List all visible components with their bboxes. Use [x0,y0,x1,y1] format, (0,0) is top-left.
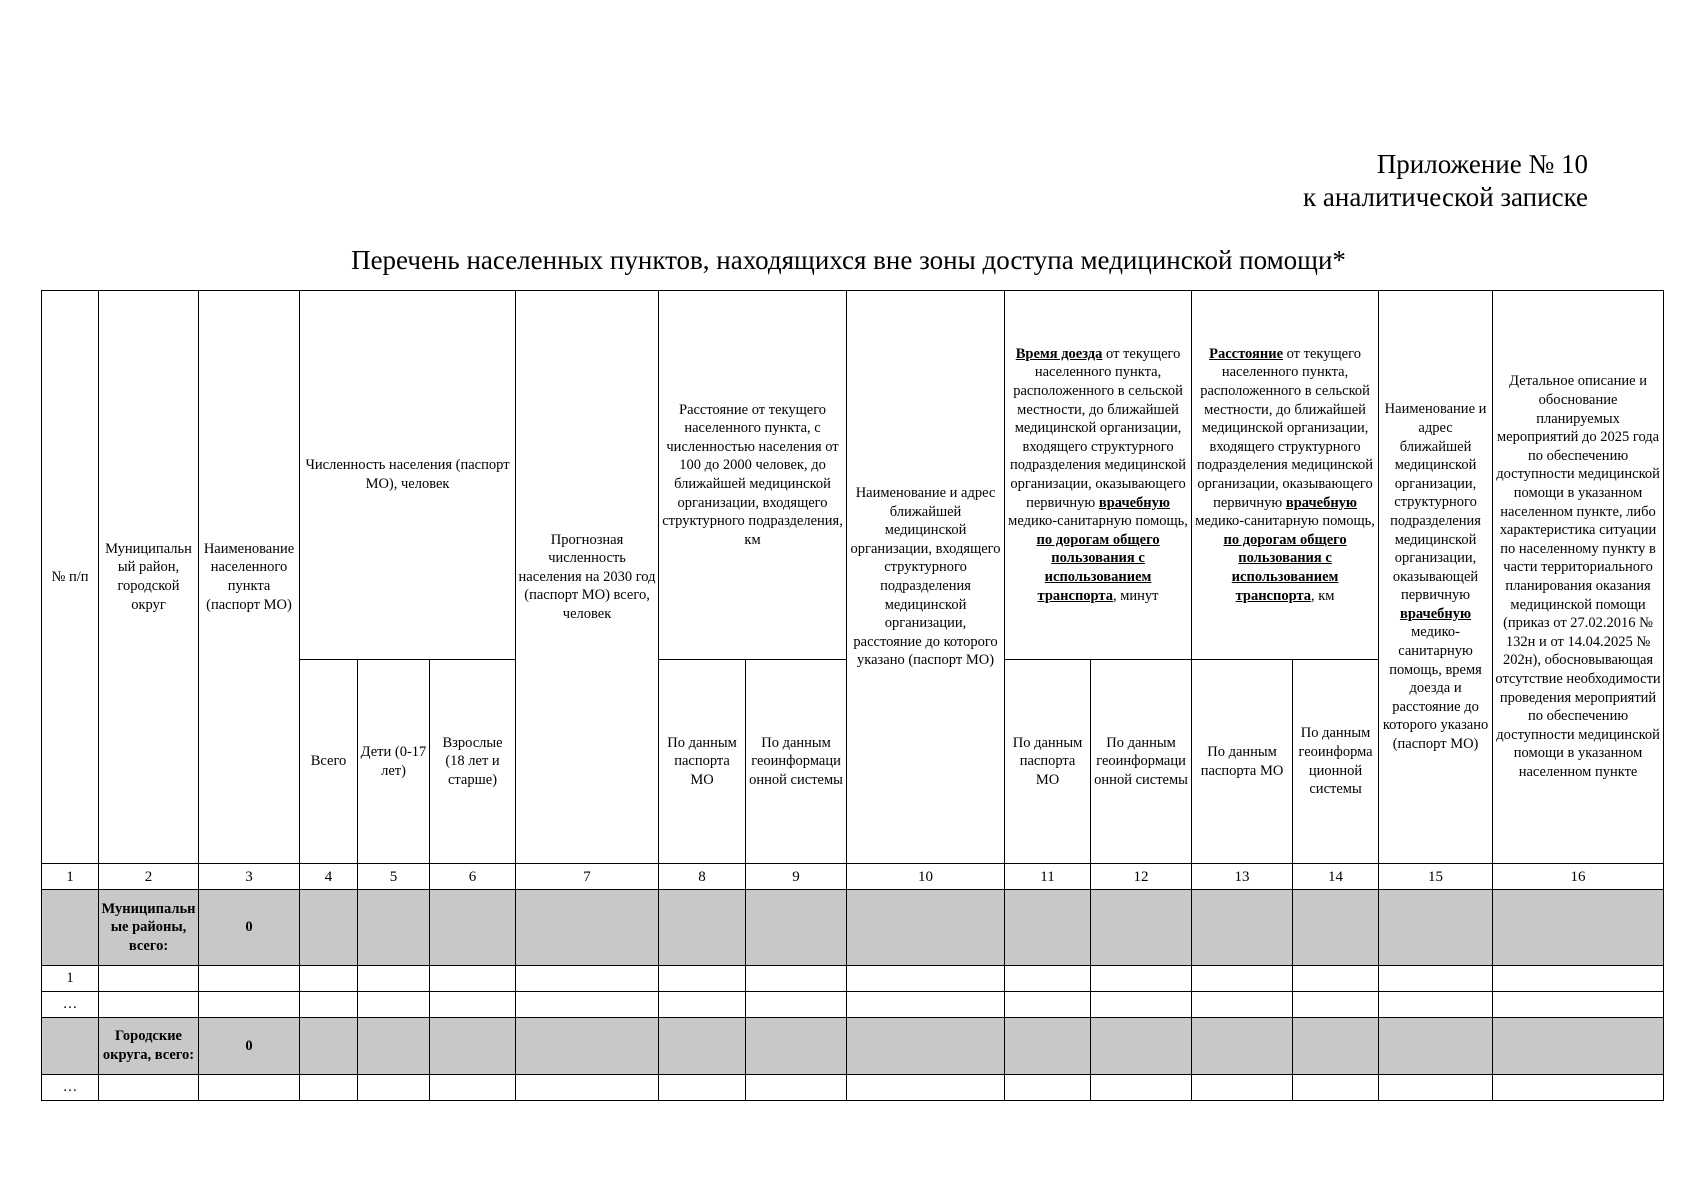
column-number: 5 [358,864,430,890]
header-road-distance-gis: По данным геоинформационной системы [1293,660,1379,864]
table-cell [1091,890,1192,966]
table-cell [430,992,516,1018]
table-cell [1005,992,1091,1018]
table-cell [1192,1075,1293,1101]
table-cell [659,1018,746,1075]
header-distance-passport: По данным паспорта МО [659,660,746,864]
municipal-districts-total-row [42,890,1664,966]
header-number: № п/п [42,291,99,864]
row-number: 1 [42,966,99,992]
table-cell [1379,1018,1493,1075]
header-population-adults: Взрослые (18 лет и старше) [430,660,516,864]
document-title: Перечень населенных пунктов, находящихся вне зоны доступа медицинской помощи* [351,245,1346,275]
column-number: 14 [1293,864,1379,890]
urban-districts-total-row [42,1018,1664,1075]
table-cell [1005,1018,1091,1075]
header-travel-time-gis: По данным геоинформационной системы [1091,660,1192,864]
table-cell [358,966,430,992]
table-cell [1192,1018,1293,1075]
table-row [42,992,1664,1018]
table-cell [1493,966,1664,992]
header-district: Муниципальный район, городской округ [99,291,199,864]
table-cell [430,1018,516,1075]
urban-districts-total: 0 [199,1018,300,1075]
header-nearest-organization: Наименование и адрес ближайшей медицинской организации, входящего структурного подразделения медицинской организации, расстояние до которого указано (паспорт МО) [847,291,1005,864]
table-cell [1005,1075,1091,1101]
table-cell [358,992,430,1018]
column-number: 1 [42,864,99,890]
table-cell [1005,890,1091,966]
municipal-districts-total: 0 [199,890,300,966]
header-population-group: Численность населения (паспорт МО), человек [300,291,516,660]
table-cell [746,966,847,992]
header-travel-time-group: Время доезда от текущего населенного пункта, расположенного в сельской местности, до ближайшей медицинской организации, входящего структурного подразделения медицинской организации, оказывающего первичную врачебную медико-санитарную помощь, по дорогам общего пользования с использованием транспорта, минут [1005,291,1192,660]
table-cell [300,1018,358,1075]
table-cell [1379,1075,1493,1101]
table-cell [847,890,1005,966]
appendix-subtitle: к аналитической записке [1303,182,1588,212]
table-cell [199,992,300,1018]
table-cell [358,890,430,966]
table-cell [1293,966,1379,992]
table-cell [1005,966,1091,992]
table-cell [300,890,358,966]
column-number: 3 [199,864,300,890]
table-cell [659,890,746,966]
table-cell [746,992,847,1018]
table-cell [847,1075,1005,1101]
column-number: 7 [516,864,659,890]
column-number: 13 [1192,864,1293,890]
header-population-children: Дети (0-17 лет) [358,660,430,864]
table-cell [659,966,746,992]
table-cell [1293,1018,1379,1075]
table-cell [516,890,659,966]
table-cell [659,992,746,1018]
table-cell [746,890,847,966]
municipal-districts-label: Муниципальные районы, всего: [99,890,199,966]
table-cell [1293,890,1379,966]
table-cell [1379,992,1493,1018]
table-cell [1091,1075,1192,1101]
table-cell [1493,1018,1664,1075]
table-cell [358,1075,430,1101]
table-cell [42,1018,99,1075]
column-number: 16 [1493,864,1664,890]
table-cell [1493,992,1664,1018]
table-cell [300,966,358,992]
table-cell [1379,966,1493,992]
header-measures-description: Детальное описание и обоснование планируемых мероприятий до 2025 года по обеспечению доступности медицинской помощи в указанном населенном пункте, либо характеристика ситуации по населенному пункту в части территориального планирования оказания медицинской помощи (приказ от 27.02.2016 № 132н и от 14.04.2025 № 202н), обосновывающая отсутствие необходимости проведения мероприятий по обеспечению доступности медицинской помощи в указанном населенном пункте [1493,291,1664,864]
appendix-number: Приложение № 10 [1376,149,1588,179]
table-cell [516,992,659,1018]
column-number: 6 [430,864,516,890]
table-cell [99,966,199,992]
table-cell [1091,966,1192,992]
table-cell [99,992,199,1018]
table-row [42,966,1664,992]
table-cell [358,1018,430,1075]
table-cell [1091,1018,1192,1075]
table-cell [659,1075,746,1101]
table-cell [516,1075,659,1101]
table-row [42,1075,1664,1101]
table-cell [1493,1075,1664,1101]
header-road-distance-passport: По данным паспорта МО [1192,660,1293,864]
header-population-total: Всего [300,660,358,864]
column-number: 9 [746,864,847,890]
table-cell [746,1018,847,1075]
header-primary-care-organization: Наименование и адрес ближайшей медицинской организации, структурного подразделения медицинской организации, оказывающей первичную врачебную медико-санитарную помощь, время доезда и расстояние до которого указано (паспорт МО) [1379,291,1493,864]
table-cell [42,890,99,966]
table-cell [516,966,659,992]
table-cell [300,992,358,1018]
row-number: … [42,992,99,1018]
column-number: 15 [1379,864,1493,890]
table-cell [199,966,300,992]
column-number: 2 [99,864,199,890]
row-number: … [42,1075,99,1101]
header-row [42,291,1664,660]
column-number: 8 [659,864,746,890]
header-travel-time-passport: По данным паспорта МО [1005,660,1091,864]
table-cell [199,1075,300,1101]
header-forecast-2030: Прогнозная численность населения на 2030 год (паспорт МО) всего, человек [516,291,659,864]
table-cell [1091,992,1192,1018]
table-cell [847,992,1005,1018]
table-cell [300,1075,358,1101]
header-road-distance-group: Расстояние от текущего населенного пункта, расположенного в сельской местности, до ближайшей медицинской организации, входящего структурного подразделения медицинской организации, оказывающего первичную врачебную медико-санитарную помощь, по дорогам общего пользования с использованием транспорта, км [1192,291,1379,660]
table-cell [1379,890,1493,966]
column-number: 11 [1005,864,1091,890]
header-settlement: Наименование населенного пункта (паспорт МО) [199,291,300,864]
table-cell [1192,966,1293,992]
column-number: 10 [847,864,1005,890]
header-distance-group: Расстояние от текущего населенного пункта, с численностью населения от 100 до 2000 человек, до ближайшей медицинской организации, входящего структурного подразделения, км [659,291,847,660]
header-distance-gis: По данным геоинформационной системы [746,660,847,864]
table-cell [1192,890,1293,966]
column-number: 4 [300,864,358,890]
column-number-row [42,864,1664,890]
table-cell [1493,890,1664,966]
urban-districts-label: Городские округа, всего: [99,1018,199,1075]
table-cell [516,1018,659,1075]
table-cell [1293,1075,1379,1101]
table-cell [847,966,1005,992]
table-cell [430,890,516,966]
table-cell [847,1018,1005,1075]
table-cell [99,1075,199,1101]
table-cell [430,966,516,992]
settlements-table [41,290,1664,1101]
table-cell [430,1075,516,1101]
column-number: 12 [1091,864,1192,890]
table-cell [1293,992,1379,1018]
appendix-note [1303,148,1588,214]
table-cell [746,1075,847,1101]
table-cell [1192,992,1293,1018]
